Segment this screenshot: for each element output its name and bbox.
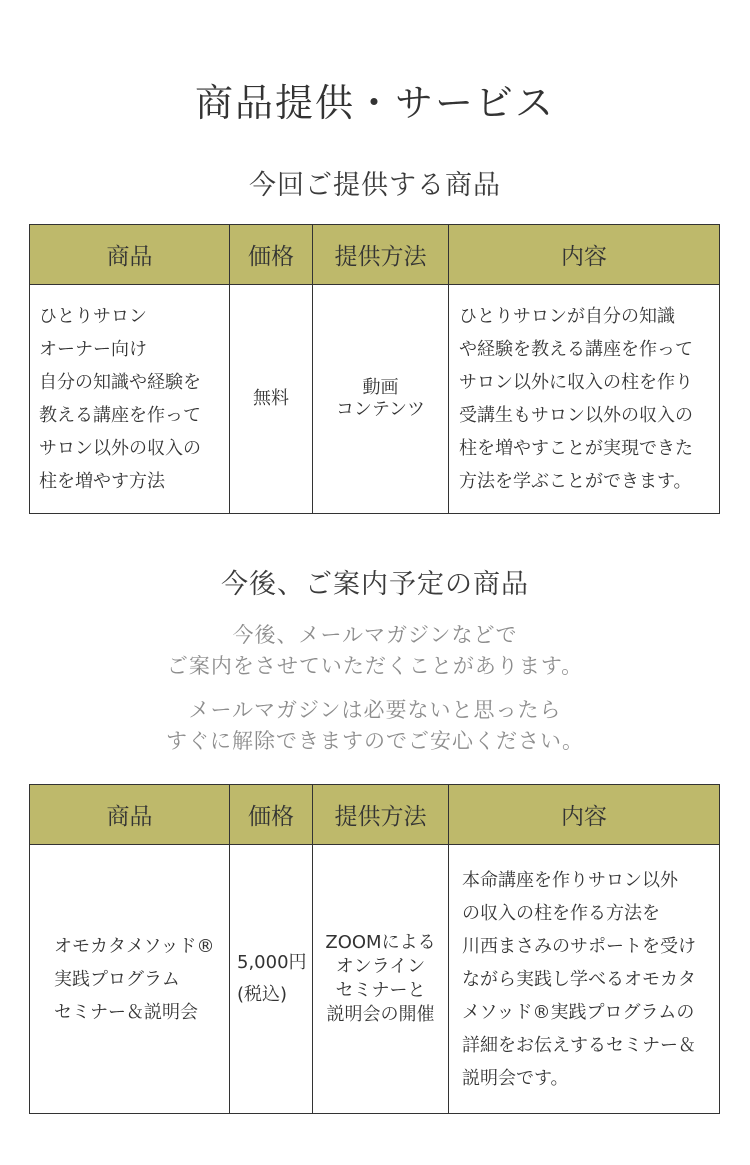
header-content: 内容 xyxy=(449,785,720,845)
content-line: 本命講座を作りサロン以外 xyxy=(462,869,678,891)
header-product: 商品 xyxy=(30,225,230,285)
note-line: 今後、メールマガジンなどで xyxy=(232,623,518,647)
method-line: 説明会の開催 xyxy=(326,1004,435,1025)
current-products-table xyxy=(29,224,720,514)
product-line: セミナー＆説明会 xyxy=(54,1001,198,1023)
content-line: ひとりサロンが自分の知識 xyxy=(459,306,675,327)
section2-heading: 今後、ご案内予定の商品 xyxy=(221,569,529,600)
header-product: 商品 xyxy=(30,785,230,845)
content-line: 方法を学ぶことができます。 xyxy=(459,471,692,492)
upcoming-products-table xyxy=(29,784,720,1114)
note-line: メールマガジンは必要ないと思ったら xyxy=(188,698,562,722)
content-line: の収入の柱を作る方法を xyxy=(462,902,660,924)
product-line: ひとりサロン xyxy=(39,306,147,327)
note-line: すぐに解除できますのでご安心ください。 xyxy=(166,729,584,753)
product-line: オーナー向け xyxy=(39,339,147,360)
method-cell xyxy=(313,845,449,1114)
unsubscribe-note xyxy=(0,695,750,757)
newsletter-note xyxy=(0,620,750,682)
content-line: 受講生もサロン以外の収入の xyxy=(459,405,693,426)
method-line: ZOOMによる xyxy=(325,932,436,953)
product-line: 柱を増やす方法 xyxy=(39,471,165,492)
price-cell: 無料 xyxy=(230,285,313,514)
page-title: 商品提供・サービス xyxy=(194,81,555,125)
content-line: や経験を教える講座を作って xyxy=(459,339,693,360)
content-cell xyxy=(449,285,720,514)
price-line: (税込) xyxy=(237,984,288,1005)
product-cell xyxy=(30,285,230,514)
header-method: 提供方法 xyxy=(313,785,449,845)
content-line: 詳細をお伝えするセミナー＆ xyxy=(462,1034,696,1056)
content-line: 川西まさみのサポートを受け xyxy=(462,935,696,957)
content-line: ながら実践し学べるオモカタ xyxy=(462,968,696,990)
method-line: セミナーと xyxy=(335,980,426,1001)
price-line: 5,000円 xyxy=(237,952,307,973)
table-header-row xyxy=(30,225,720,285)
content-cell xyxy=(449,845,720,1114)
price-cell xyxy=(230,845,313,1114)
method-cell xyxy=(313,285,449,514)
header-price: 価格 xyxy=(230,785,313,845)
header-price: 価格 xyxy=(230,225,313,285)
method-line: 動画 xyxy=(362,377,399,398)
product-line: 教える講座を作って xyxy=(39,405,201,426)
content-line: 説明会です。 xyxy=(462,1067,569,1089)
content-line: メソッド®実践プログラムの xyxy=(462,1001,695,1023)
section1-heading: 今回ご提供する商品 xyxy=(249,170,501,201)
table-row xyxy=(30,845,720,1114)
header-content: 内容 xyxy=(449,225,720,285)
table-header-row xyxy=(30,785,720,845)
header-method: 提供方法 xyxy=(313,225,449,285)
content-line: サロン以外に収入の柱を作り xyxy=(459,372,693,393)
product-line: オモカタメソッド® xyxy=(54,935,215,957)
method-line: オンライン xyxy=(335,956,426,977)
method-line: コンテンツ xyxy=(335,399,426,420)
table-row xyxy=(30,285,720,514)
product-line: 自分の知識や経験を xyxy=(39,372,201,393)
product-line: サロン以外の収入の xyxy=(39,438,201,459)
product-cell xyxy=(30,845,230,1114)
content-line: 柱を増やすことが実現できた xyxy=(459,438,693,459)
note-line: ご案内をさせていただくことがあります。 xyxy=(166,654,584,678)
product-line: 実践プログラム xyxy=(54,968,180,990)
